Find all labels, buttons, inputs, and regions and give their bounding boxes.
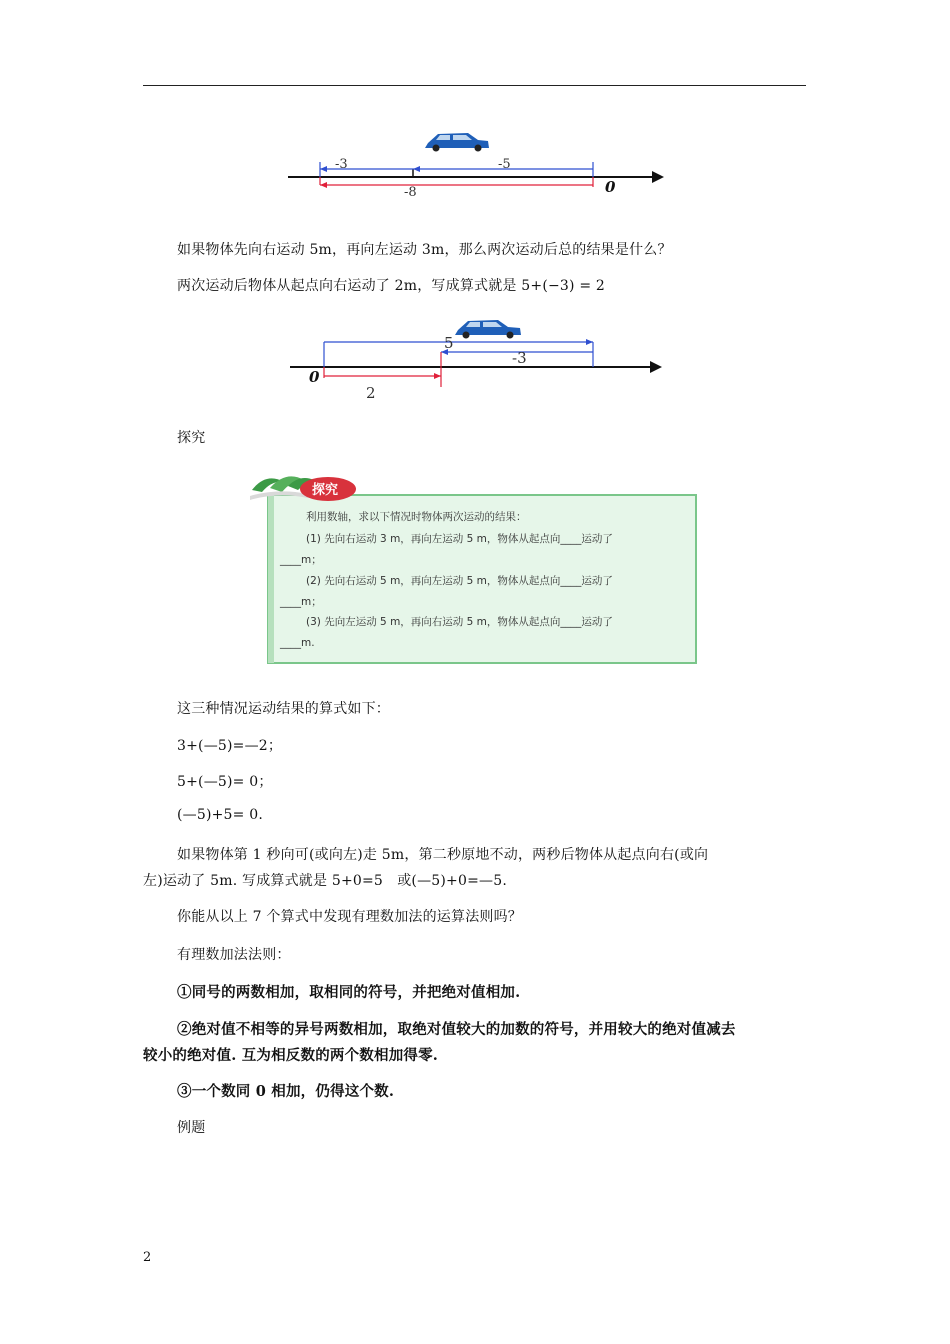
explore-item-1-tail: ____m； <box>280 554 322 566</box>
rule-2-line2: 较小的绝对值. 互为相反数的两个数相加得零. <box>143 1047 439 1064</box>
paragraph-three-cases: 这三种情况运动结果的算式如下： <box>177 701 390 717</box>
label-minus-3: -3 <box>512 349 527 367</box>
equation-2: 5+(—5)= 0； <box>177 774 273 790</box>
page-number: 2 <box>143 1250 152 1265</box>
explore-item-3: (3) 先向左运动 5 m，再向右运动 5 m，物体从起点向____运动了 <box>306 616 613 628</box>
car-icon <box>455 320 521 339</box>
label-origin: 0 <box>605 178 616 196</box>
label-minus-8: -8 <box>404 185 417 200</box>
explore-item-2: (2) 先向右运动 5 m，再向左运动 5 m，物体从起点向____运动了 <box>306 575 613 587</box>
example-heading: 例题 <box>177 1120 206 1136</box>
number-line-diagram-1 <box>280 125 680 205</box>
paragraph-answer: 两次运动后物体从起点向右运动了 2m，写成算式就是 5+(−3) = 2 <box>177 278 606 294</box>
label-minus-5: -5 <box>498 157 511 172</box>
equation-1: 3+(—5)=—2； <box>177 738 283 754</box>
rule-2-line1: ②绝对值不相等的异号两数相加，取绝对值较大的加数的符号，并用较大的绝对值减去 <box>177 1021 736 1038</box>
label-two: 2 <box>366 384 376 402</box>
explore-tag-label: 探究 <box>312 483 339 498</box>
rules-heading: 有理数加法法则： <box>177 947 291 963</box>
number-line-diagram-2 <box>280 312 680 402</box>
car-icon <box>425 133 489 152</box>
paragraph-question: 如果物体先向右运动 5m，再向左运动 3m，那么两次运动后总的结果是什么？ <box>177 242 672 258</box>
equation-3: (—5)+5= 0. <box>177 807 264 823</box>
paragraph-zero-case-line2: 左)运动了 5m. 写成算式就是 5+0=5 或(—5)+0=—5. <box>143 873 507 889</box>
rule-3: ③一个数同 0 相加，仍得这个数. <box>177 1083 395 1100</box>
explore-item-3-tail: ____m. <box>280 637 315 649</box>
explore-box <box>248 470 698 670</box>
explore-intro: 利用数轴，求以下情况时物体两次运动的结果： <box>306 511 527 523</box>
explore-heading: 探究 <box>177 430 206 446</box>
label-minus-3: -3 <box>335 157 348 172</box>
rule-1: ①同号的两数相加，取相同的符号，并把绝对值相加. <box>177 984 521 1001</box>
paragraph-question-rules: 你能从以上 7 个算式中发现有理数加法的运算法则吗？ <box>177 909 523 925</box>
label-origin: 0 <box>309 368 320 386</box>
paragraph-zero-case-line1: 如果物体第 1 秒向可(或向左)走 5m，第二秒原地不动，两秒后物体从起点向右(或向 <box>177 847 709 863</box>
label-five: 5 <box>444 334 454 352</box>
explore-item-1: (1) 先向右运动 3 m，再向左运动 5 m，物体从起点向____运动了 <box>306 533 613 545</box>
header-rule <box>143 85 806 86</box>
explore-tag <box>300 477 356 501</box>
explore-item-2-tail: ____m； <box>280 596 322 608</box>
